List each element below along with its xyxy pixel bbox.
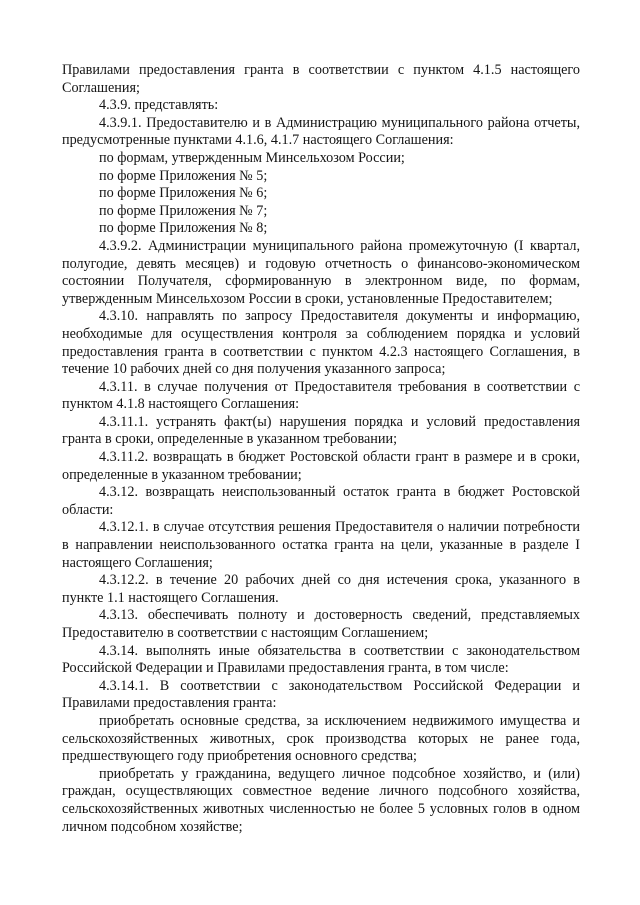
- list-item-forms-minselkhoz: по формам, утвержденным Минсельхозом России;: [99, 149, 405, 166]
- list-item-appendix-6: по форме Приложения № 6;: [99, 185, 268, 202]
- list-item-appendix-7: по форме Приложения № 7;: [99, 202, 268, 219]
- list-item-appendix-5: по форме Приложения № 5;: [99, 167, 268, 184]
- paragraph-4-3-13: 4.3.13. обеспечивать полноту и достоверность сведений, представляемых Предоставителю в соответствии с настоящим Соглашением;: [62, 607, 580, 641]
- paragraph-4-3-11: 4.3.11. в случае получения от Предоставителя требования в соответствии с пунктом 4.1.8 настоящего Соглашения:: [62, 378, 580, 413]
- paragraph-4-3-14: 4.3.14. выполнять иные обязательства в соответствии с законодательством Российской Федерации и Правилами предоставления гранта, в том числе:: [62, 642, 580, 677]
- document-page: [62, 62, 580, 836]
- paragraph-continuation: Правилами предоставления гранта в соответствии с пунктом 4.1.5 настоящего Соглашения;: [62, 62, 580, 96]
- list-item-appendix-8: по форме Приложения № 8;: [99, 220, 268, 237]
- paragraph-4-3-11-2: 4.3.11.2. возвращать в бюджет Ростовской области грант в размере и в сроки, определенные в указанном требовании;: [62, 449, 580, 483]
- paragraph-4-3-12-1: 4.3.12.1. в случае отсутствия решения Предоставителя о наличии потребности в направлении неиспользованного остатка гранта на цели, указанные в разделе I настоящего Соглашения;: [62, 519, 580, 571]
- paragraph-4-3-14-1: 4.3.14.1. В соответствии с законодательством Российской Федерации и Правилами предоставления гранта:: [62, 677, 580, 712]
- paragraph-livestock-purchase: приобретать у гражданина, ведущего личное подсобное хозяйство, и (или) граждан, осуществляющих совместное ведение личного подсобного хозяйства, сельскохозяйственных животных численностью не более 5 условных голов в одном личном подсобном хозяйстве;: [62, 765, 580, 835]
- paragraph-4-3-12-2: 4.3.12.2. в течение 20 рабочих дней со дня истечения срока, указанного в пункте 1.1 настоящего Соглашения.: [62, 572, 580, 606]
- paragraph-4-3-10: 4.3.10. направлять по запросу Предоставителя документы и информацию, необходимые для осуществления контроля за соблюдением порядка и условий предоставления гранта в соответствии с пунктом 4.2.3 настоящего Соглашения, в течение 10 рабочих дней со дня получения указанного запроса;: [62, 308, 580, 378]
- paragraph-fixed-assets: приобретать основные средства, за исключением недвижимого имущества и сельскохозяйственных животных, срок производства которых не ранее года, предшествующего году приобретения основного средства;: [62, 712, 580, 765]
- paragraph-4-3-12: 4.3.12. возвращать неиспользованный остаток гранта в бюджет Ростовской области:: [62, 484, 580, 518]
- paragraph-4-3-11-1: 4.3.11.1. устранять факт(ы) нарушения порядка и условий предоставления гранта в сроки, определенные в указанном требовании;: [62, 413, 580, 448]
- paragraph-4-3-9-2: 4.3.9.2. Администрации муниципального района промежуточную (I квартал, полугодие, девять месяцев) и годовую отчетность о финансово-экономическом состоянии Получателя, сформированную в электронном виде, по формам, утвержденным Минсельхозом России в сроки, установленные Предоставителем;: [62, 237, 580, 307]
- paragraph-4-3-9: 4.3.9. представлять:: [99, 97, 219, 114]
- paragraph-4-3-9-1: 4.3.9.1. Предоставителю и в Администрацию муниципального района отчеты, предусмотренные пунктами 4.1.6, 4.1.7 настоящего Соглашения:: [62, 114, 580, 149]
